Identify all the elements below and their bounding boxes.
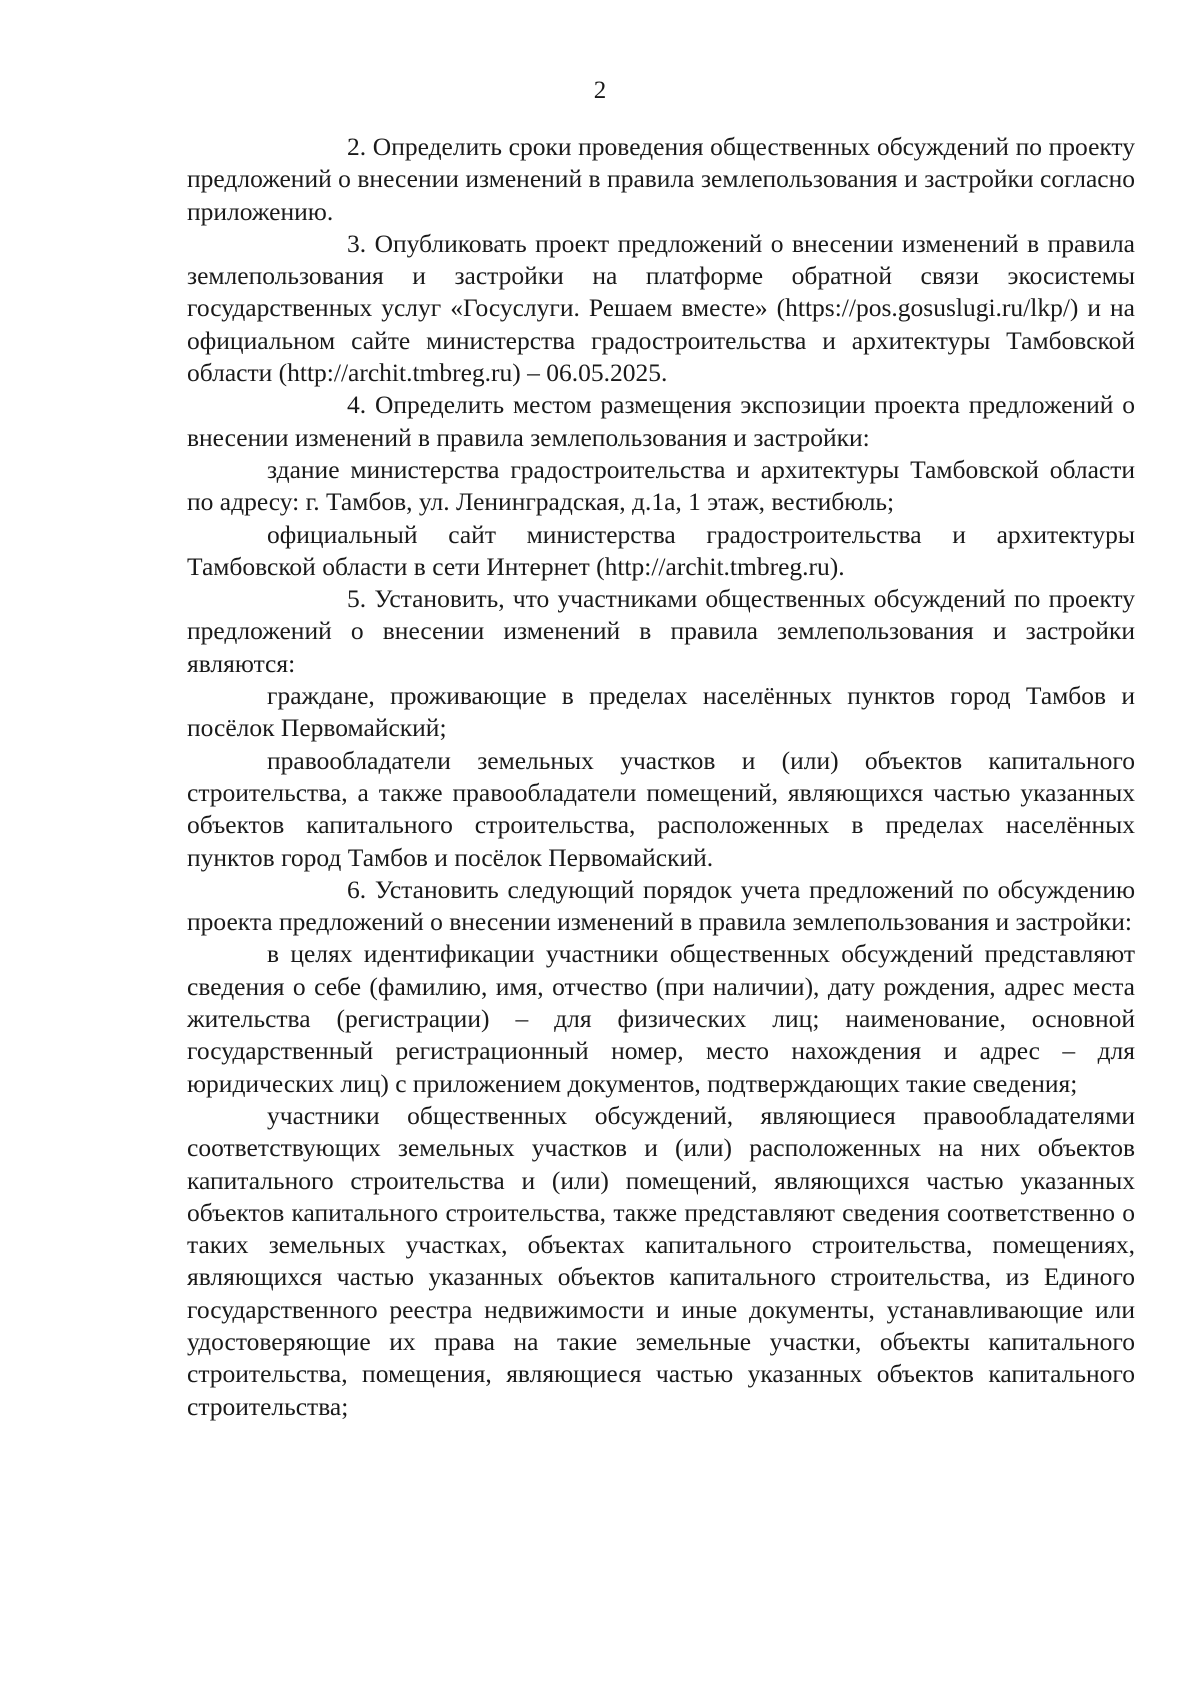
paragraph-4-website: официальный сайт министерства градостроительства и архитектуры Тамбовской области в сети Интернет (http://archit.tmbreg.ru). bbox=[187, 519, 1135, 581]
paragraph-number: 6. bbox=[347, 874, 367, 904]
paragraph-text: Установить, что участниками общественных обсуждений по проекту предложений о внесении изменений в правила землепользования и застройки являются: bbox=[187, 584, 1135, 678]
paragraph-6 bbox=[187, 874, 1135, 939]
paragraph-number: 2. bbox=[347, 132, 367, 161]
paragraph-text: Опубликовать проект предложений о внесении изменений в правила землепользования и застройки на платформе обратной связи экосистемы государственных услуг «Госуслуги. Решаем вместе» (https://pos.gosuslugi.ru/lkp/) и на официальном сайте министерства градостроительства и архитектуры Тамбовской области (http://archit.tmbreg.ru) – 06.05.2025. bbox=[187, 228, 1136, 388]
paragraph-4 bbox=[187, 389, 1135, 454]
paragraph-6-rightholders-info: участники общественных обсуждений, являющиеся правообладателями соответствующих земельных участков и (или) расположенных на них объектов капитального строительства и (или) помещений, являющихся частью указанных объектов капитального строительства, также представляют сведения соответственно о таких земельных участках, объектах капитального строительства, помещениях, являющихся частью указанных объектов капитального строительства, из Единого государственного реестра недвижимости и иные документы, устанавливающие или удостоверяющие их права на такие земельные участки, объекты капитального строительства, помещения, являющиеся частью указанных объектов капитального строительства; bbox=[187, 1100, 1135, 1421]
document-body bbox=[187, 131, 1135, 1423]
paragraph-2 bbox=[187, 131, 1135, 228]
paragraph-number: 3. bbox=[347, 228, 367, 258]
paragraph-4-building: здание министерства градостроительства и архитектуры Тамбовской области по адресу: г. Тамбов, ул. Ленинградская, д.1а, 1 этаж, вестибюль; bbox=[187, 454, 1135, 517]
paragraph-text: Определить местом размещения экспозиции проекта предложений о внесении изменений в правила землепользования и застройки: bbox=[187, 390, 1135, 452]
paragraph-5-rightholders: правообладатели земельных участков и (или) объектов капитального строительства, а также правообладатели помещений, являющихся частью указанных объектов капитального строительства, расположенных в пределах населённых пунктов город Тамбов и посёлок Первомайский. bbox=[187, 745, 1135, 872]
page-number: 2 bbox=[593, 77, 607, 104]
paragraph-3 bbox=[187, 228, 1135, 389]
paragraph-5 bbox=[187, 583, 1135, 680]
paragraph-number: 4. bbox=[347, 390, 367, 420]
paragraph-5-citizens: граждане, проживающие в пределах населённых пунктов город Тамбов и посёлок Первомайский; bbox=[187, 681, 1135, 743]
paragraph-number: 5. bbox=[347, 584, 367, 614]
paragraph-text: Определить сроки проведения общественных обсуждений по проекту предложений о внесении изменений в правила землепользования и застройки согласно приложению. bbox=[187, 132, 1135, 226]
paragraph-text: Установить следующий порядок учета предложений по обсуждению проекта предложений о внесении изменений в правила землепользования и застройки: bbox=[187, 874, 1136, 937]
paragraph-6-identification: в целях идентификации участники общественных обсуждений представляют сведения о себе (фамилию, имя, отчество (при наличии), дату рождения, адрес места жительства (регистрации) – для физических лиц; наименование, основной государственный регистрационный номер, место нахождения и адрес – для юридических лиц) с приложением документов, подтверждающих такие сведения; bbox=[187, 939, 1135, 1098]
